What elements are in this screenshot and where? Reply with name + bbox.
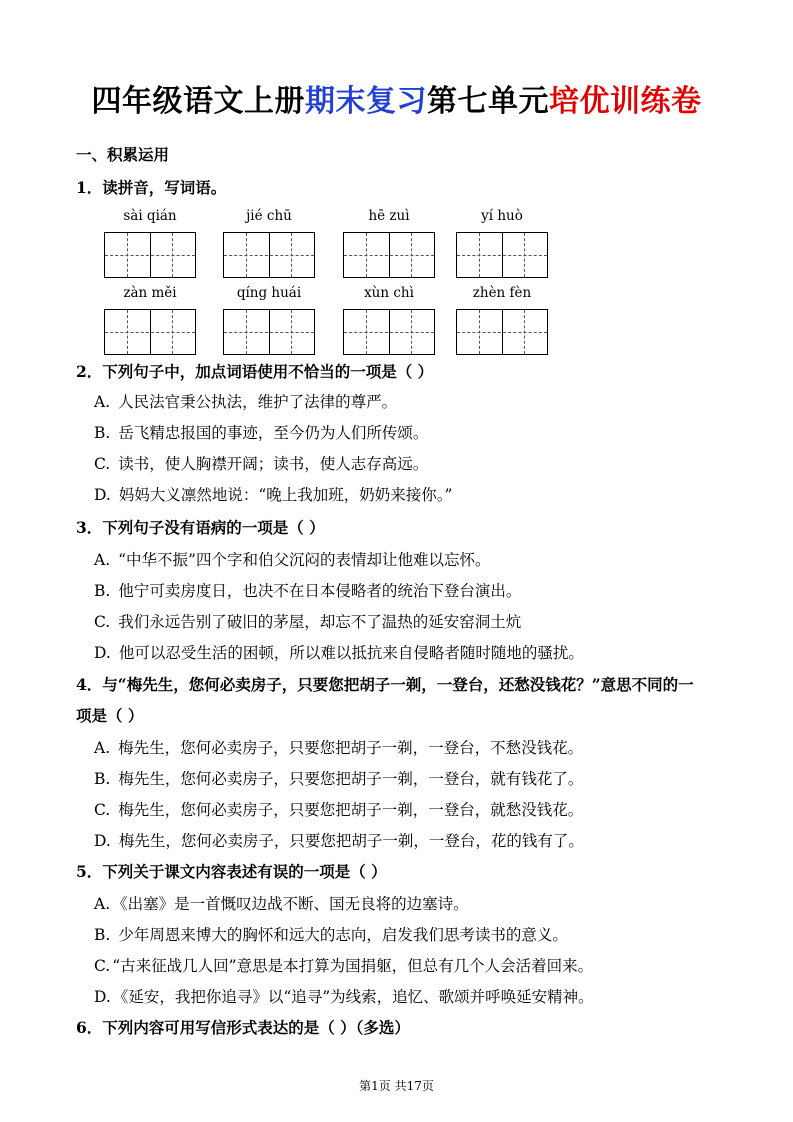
option-text: 读书，使人胸襟开阔；读书，使人志存高远。: [118, 455, 429, 473]
question-4-option-d[interactable]: [94, 829, 584, 851]
option-label: B.: [94, 424, 111, 442]
option-label: A.: [94, 551, 111, 569]
option-text: 他可以忍受生活的困顿，所以难以抵抗来自侵略者随时随地的骚扰。: [118, 644, 584, 662]
pinyin-label: hē zuì: [368, 208, 410, 224]
pinyin-label: sài qián: [123, 208, 177, 224]
writing-grid[interactable]: [456, 309, 548, 355]
question-1-stem: 1．读拼音，写词语。: [76, 178, 227, 197]
question-4-stem-line-2: 项是（ ）: [76, 706, 144, 725]
title-part-3: 第七单元: [427, 84, 549, 119]
option-text: 梅先生，您何必卖房子，只要您把胡子一剃，一登台，不愁没钱花。: [118, 739, 584, 757]
question-6-stem: 6．下列内容可用写信形式表达的是（ ）（多选）: [76, 1018, 410, 1037]
question-5-option-a[interactable]: [94, 892, 469, 914]
pinyin-label: jié chū: [246, 208, 292, 224]
option-text: 梅先生，您何必卖房子，只要您把胡子一剃，一登台，就有钱花了。: [118, 770, 584, 788]
option-label: C.: [94, 957, 111, 975]
option-label: D.: [94, 832, 111, 850]
pinyin-label: xùn chì: [364, 285, 414, 301]
question-2-option-c[interactable]: [94, 452, 428, 474]
question-5-option-d[interactable]: [94, 985, 594, 1007]
option-text: 他宁可卖房度日，也决不在日本侵略者的统治下登台演出。: [118, 582, 522, 600]
question-2-option-d[interactable]: [94, 483, 452, 505]
pinyin-row-1: [104, 208, 564, 280]
option-text: 岳飞精忠报国的事迹，至今仍为人们所传颂。: [118, 424, 429, 442]
option-label: B.: [94, 770, 111, 788]
option-text: 我们永远告别了破旧的茅屋，却忘不了温热的延安窑洞土炕: [118, 613, 522, 631]
title-part-1: 四年级语文上册: [91, 84, 305, 119]
question-5-option-b[interactable]: [94, 923, 568, 945]
pinyin-label: zàn měi: [123, 285, 177, 301]
writing-grid[interactable]: [104, 309, 196, 355]
title-part-2: 期末复习: [305, 84, 427, 119]
question-2-option-b[interactable]: [94, 421, 428, 443]
option-text: 《延安，我把你追寻》以“追寻”为线索，追忆、歌颂并呼唤延安精神。: [112, 988, 594, 1006]
question-4-stem-line-1: 4．与“梅先生，您何必卖房子，只要您把胡子一剃，一登台，还愁没钱花？”意思不同的一: [76, 675, 694, 694]
option-text: “古来征战几人回”意思是本打算为国捐躯，但总有几个人会活着回来。: [112, 957, 594, 975]
writing-grid[interactable]: [456, 232, 548, 278]
question-4-option-b[interactable]: [94, 767, 583, 789]
option-label: C.: [94, 455, 111, 473]
option-label: B.: [94, 926, 111, 944]
question-3-option-b[interactable]: [94, 579, 521, 601]
question-4-option-a[interactable]: [94, 736, 583, 758]
option-text: “中华不振”四个字和伯父沉闷的表情却让他难以忘怀。: [118, 551, 491, 569]
option-text: 梅先生，您何必卖房子，只要您把胡子一剃，一登台，花的钱有了。: [118, 832, 584, 850]
question-3-option-a[interactable]: [94, 548, 490, 570]
question-3-option-c[interactable]: [94, 610, 521, 632]
option-text: 妈妈大义凛然地说：“晚上我加班，奶奶来接你。”: [118, 486, 453, 504]
option-text: 少年周恩来博大的胸怀和远大的志向，启发我们思考读书的意义。: [118, 926, 568, 944]
option-label: D.: [94, 988, 111, 1006]
page-footer: 第1页 共17页: [359, 1079, 434, 1093]
writing-grid[interactable]: [343, 309, 435, 355]
option-label: D.: [94, 644, 111, 662]
question-3-option-d[interactable]: [94, 641, 584, 663]
document-title: [0, 82, 793, 122]
question-4-option-c[interactable]: [94, 798, 583, 820]
option-label: C.: [94, 801, 111, 819]
pinyin-label: zhèn fèn: [472, 285, 532, 301]
writing-grid[interactable]: [223, 232, 315, 278]
option-label: A.: [94, 739, 111, 757]
option-label: A.: [94, 895, 111, 913]
option-text: 《出塞》是一首慨叹边战不断、国无良将的边塞诗。: [112, 895, 469, 913]
writing-grid[interactable]: [343, 232, 435, 278]
question-5-option-c[interactable]: [94, 954, 593, 976]
pinyin-label: yí huò: [481, 208, 523, 224]
question-3-stem: 3．下列句子没有语病的一项是（ ）: [76, 518, 325, 537]
writing-grid[interactable]: [223, 309, 315, 355]
question-5-stem: 5．下列关于课文内容表述有误的一项是（ ）: [76, 862, 387, 881]
option-text: 梅先生，您何必卖房子，只要您把胡子一剃，一登台，就愁没钱花。: [118, 801, 584, 819]
section-heading: 一、积累运用: [76, 145, 170, 164]
question-2-option-a[interactable]: [94, 390, 397, 412]
writing-grid[interactable]: [104, 232, 196, 278]
option-label: B.: [94, 582, 111, 600]
question-2-stem: 2．下列句子中，加点词语使用不恰当的一项是（ ）: [76, 362, 434, 381]
option-text: 人民法官秉公执法，维护了法律的尊严。: [118, 393, 398, 411]
option-label: A.: [94, 393, 111, 411]
pinyin-label: qíng huái: [236, 285, 302, 301]
title-part-4: 培优训练卷: [549, 84, 702, 119]
option-label: D.: [94, 486, 111, 504]
option-label: C.: [94, 613, 111, 631]
pinyin-row-2: [104, 285, 564, 357]
